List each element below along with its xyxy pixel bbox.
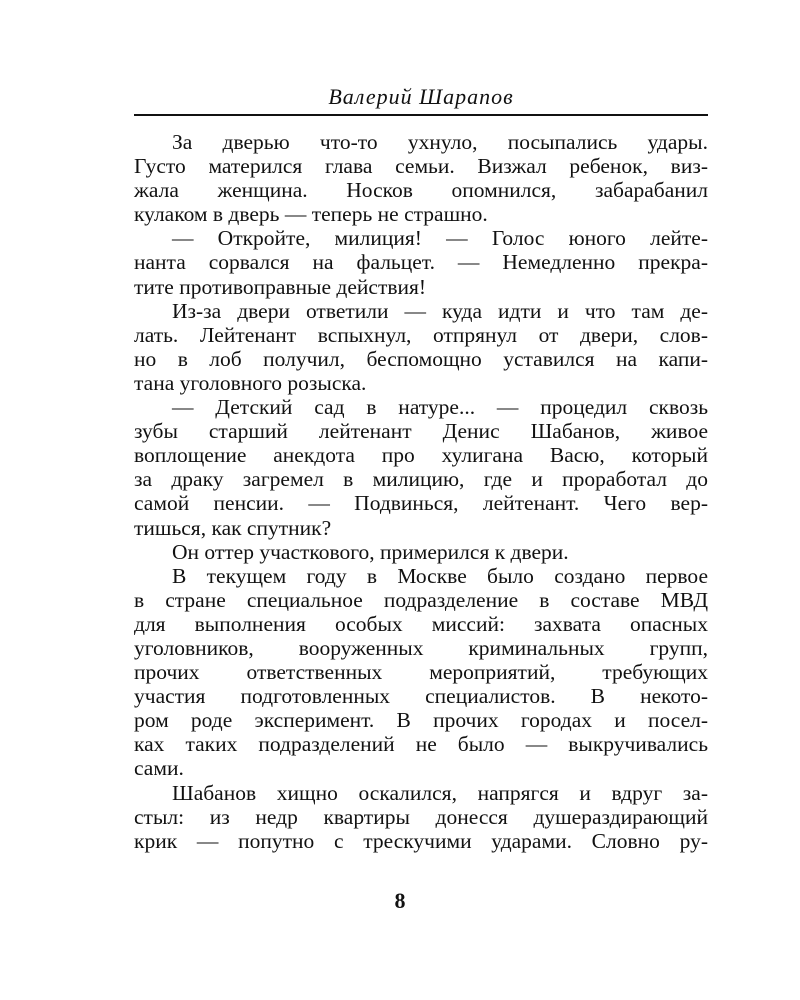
text-line: крик — попутно с трескучими ударами. Словно ру- bbox=[134, 828, 708, 853]
text-line: тишься, как спутник? bbox=[134, 515, 332, 540]
text-line: для выполнения особых миссий: захвата опасных bbox=[134, 611, 708, 636]
text-line: В текущем году в Москве было создано первое bbox=[172, 563, 708, 588]
text-line: зубы старший лейтенант Денис Шабанов, живое bbox=[134, 419, 708, 444]
text-line: Из-за двери ответили — куда идти и что там де- bbox=[172, 298, 708, 323]
text-line: но в лоб получил, беспомощно уставился на капи- bbox=[134, 346, 708, 371]
text-line: уголовников, вооруженных криминальных групп, bbox=[134, 635, 708, 660]
text-line: — Откройте, милиция! — Голос юного лейте- bbox=[172, 226, 708, 251]
text-line: ках таких подразделений не было — выкручивались bbox=[134, 732, 708, 757]
text-line: в стране специальное подразделение в составе МВД bbox=[134, 587, 708, 612]
text-line: кулаком в дверь — теперь не страшно. bbox=[134, 202, 488, 227]
body-text bbox=[134, 130, 708, 853]
text-line: Густо матерился глава семьи. Визжал ребенок, виз- bbox=[134, 154, 708, 179]
text-line: самой пенсии. — Подвинься, лейтенант. Чего вер- bbox=[134, 491, 708, 516]
text-line: жала женщина. Носков опомнился, забарабанил bbox=[134, 178, 708, 203]
text-line: Он оттер участкового, примерился к двери. bbox=[172, 539, 569, 564]
text-line: за драку загремел в милицию, где и проработал до bbox=[134, 467, 708, 492]
text-line: ром роде эксперимент. В прочих городах и посел- bbox=[134, 708, 708, 733]
text-line: лать. Лейтенант вспыхнул, отпрянул от двери, слов- bbox=[134, 322, 708, 347]
text-line: стыл: из недр квартиры донесся душераздирающий bbox=[134, 804, 708, 829]
page-number: 8 bbox=[394, 888, 406, 913]
header-divider bbox=[134, 114, 708, 116]
text-line: Шабанов хищно оскалился, напрягся и вдруг за- bbox=[172, 780, 708, 805]
text-line: воплощение анекдота про хулигана Васю, который bbox=[134, 443, 708, 468]
text-line: тите противоправные действия! bbox=[134, 274, 427, 299]
text-line: прочих ответственных мероприятий, требующих bbox=[134, 660, 708, 685]
text-line: участия подготовленных специалистов. В некото- bbox=[134, 684, 708, 709]
text-line: нанта сорвался на фальцет. — Немедленно прекра- bbox=[134, 250, 708, 275]
text-line: сами. bbox=[134, 756, 184, 781]
running-header-author: Валерий Шарапов bbox=[328, 84, 514, 109]
text-line: тана уголовного розыска. bbox=[134, 370, 367, 395]
text-line: За дверью что-то ухнуло, посыпались удары. bbox=[172, 130, 708, 154]
text-line: — Детский сад в натуре... — процедил сквозь bbox=[172, 395, 708, 420]
